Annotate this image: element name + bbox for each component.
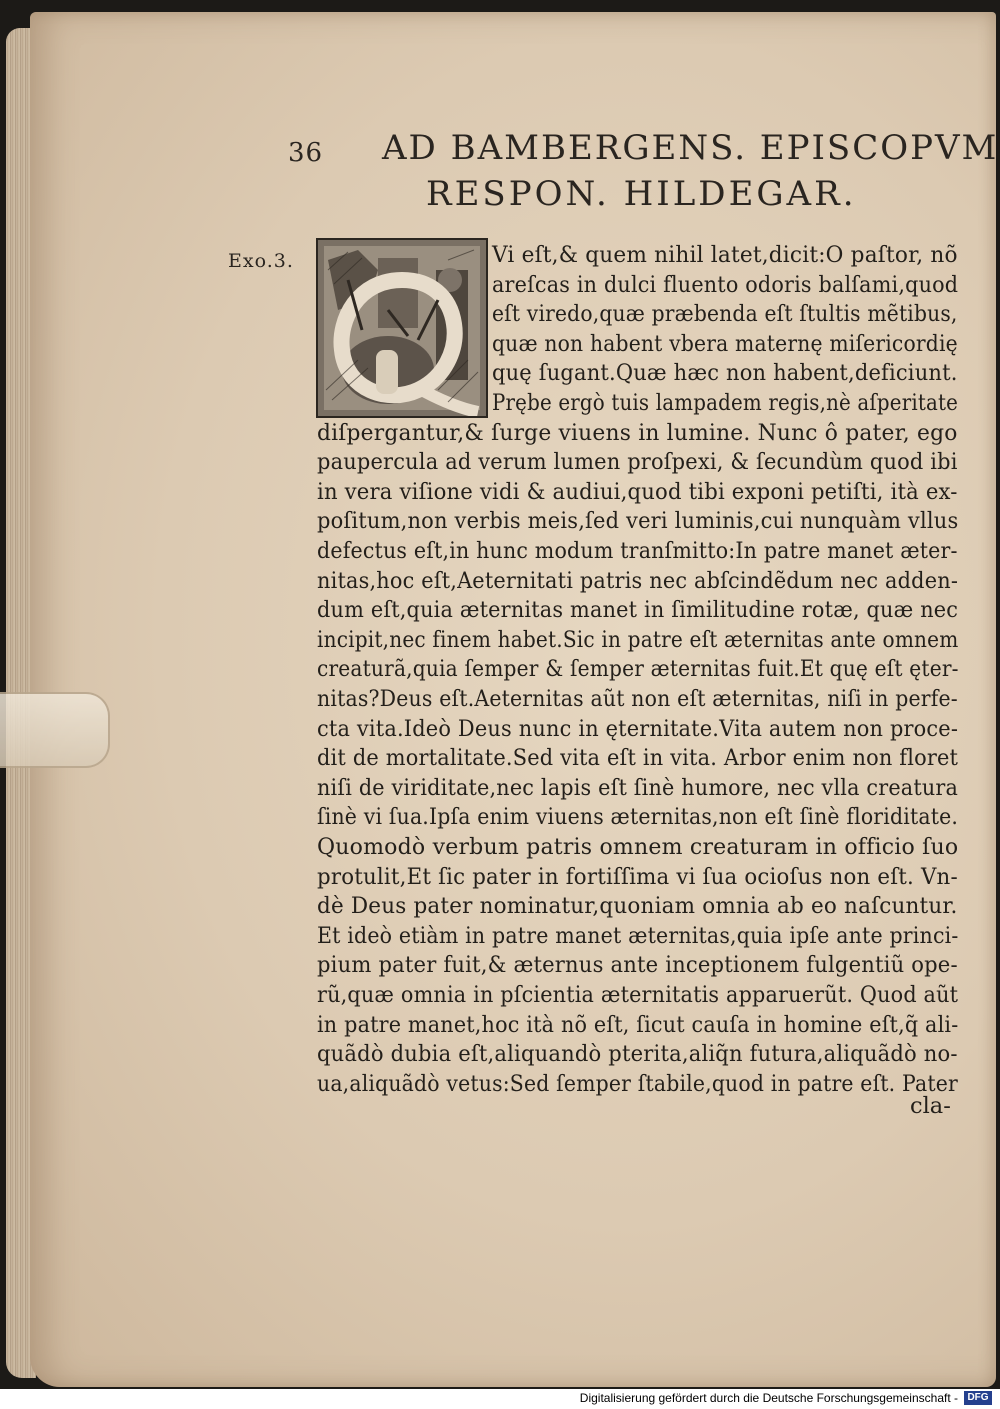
text-line: incipit,nec finem habet.Sic in patre eſt æternitas ante omnem	[317, 626, 959, 653]
page-number: 36	[288, 138, 324, 168]
text-line: niſi de viriditate,nec lapis eſt ſinè humore, nec vlla creatura	[317, 774, 959, 801]
text-line: eſt viredo,quæ præbenda eſt ſtultis mẽtibus,	[492, 301, 958, 328]
text-line: dè Deus pater nominatur,quoniam omnia ab eo naſcuntur.	[317, 893, 958, 920]
text-line: creaturã,quia ſemper & ſemper æternitas fuit.Et quę eſt ęter-	[317, 656, 959, 683]
text-line: in patre manet,hoc ità nõ eſt, ſicut cauſa in homine eſt,q̃ ali-	[317, 1011, 959, 1038]
text-line: Prębe ergò tuis lampadem regis,nè aſperitate	[492, 390, 959, 416]
title-line-2: RESPON. HILDEGAR.	[426, 174, 857, 214]
title-line-1: AD BAMBERGENS. EPISCOPVM	[382, 128, 999, 168]
text-line: protulit,Et ſic pater in fortiſſima vi ſua ocioſus non eſt. Vn-	[317, 863, 958, 890]
marginal-note: Exo.3.	[228, 250, 294, 272]
text-line: ſinè vi ſua.Ipſa enim viuens æternitas,non eſt ſinè floriditate.	[317, 804, 959, 831]
text-line: cta vita.Ideò Deus nunc in ęternitate.Vita autem non proce-	[317, 715, 959, 742]
text-line: diſpergantur,& ſurge viuens in lumine. Nunc ô pater, ego	[317, 419, 958, 446]
text-line: pium pater fuit,& æternus ante inceptionem fulgentiũ ope-	[317, 952, 958, 979]
text-line: ua,aliquãdò vetus:Sed ſemper ſtabile,quod in patre eſt. Pater	[317, 1070, 958, 1097]
text-line: dit de mortalitate.Sed vita eſt in vita. Arbor enim non floret	[317, 745, 959, 772]
text-line: defectus eſt,in hunc modum tranſmitto:In patre manet æter-	[317, 538, 958, 564]
text-line: quãdò dubia eſt,aliquandò pterita,aliq̃n futura,aliquãdò no-	[317, 1041, 958, 1068]
text-line: quę ſugant.Quæ hæc non habent,deficiunt.	[492, 360, 958, 387]
text-line: nitas,hoc eſt,Aeternitati patris nec abſcindẽdum nec adden-	[317, 567, 959, 594]
funding-credit: Digitalisierung gefördert durch die Deutsche Forschungsgemeinschaft -	[579, 1391, 958, 1405]
text-line: rũ,quæ omnia in pſcientia æternitatis apparuerũt. Quod aũt	[317, 982, 959, 1008]
text-line: areſcas in dulci fluento odoris balſami,quod	[492, 271, 959, 298]
text-line: poſitum,non verbis meis,ſed veri luminis,cui nunquàm vllus	[317, 508, 959, 535]
text-line: dum eſt,quia æternitas manet in ſimilitudine rotæ, quæ nec	[317, 597, 959, 624]
text-line: nitas?Deus eſt.Aeternitas aũt non eſt æternitas, niſi in perfe-	[317, 686, 958, 712]
dfg-logo: DFG	[964, 1391, 992, 1405]
text-line: Quomodò verbum patris omnem creaturam in officio ſuo	[317, 834, 959, 860]
catchword: cla-	[910, 1093, 951, 1119]
text-line: quæ non habent vbera maternę miſericordię	[492, 330, 958, 357]
text-line: Et ideò etiàm in patre manet æternitas,quia ipſe ante princi-	[317, 922, 959, 949]
text-line: paupercula ad verum lumen proſpexi, & ſecundùm quod ibi	[317, 449, 958, 476]
text-line: in vera viſione vidi & audiui,quod tibi exponi petiſti, ità ex-	[317, 478, 958, 505]
text-line: Vi eſt,& quem nihil latet,dicit:O paſtor, nõ	[492, 242, 958, 268]
digitization-footer	[0, 1389, 1000, 1409]
